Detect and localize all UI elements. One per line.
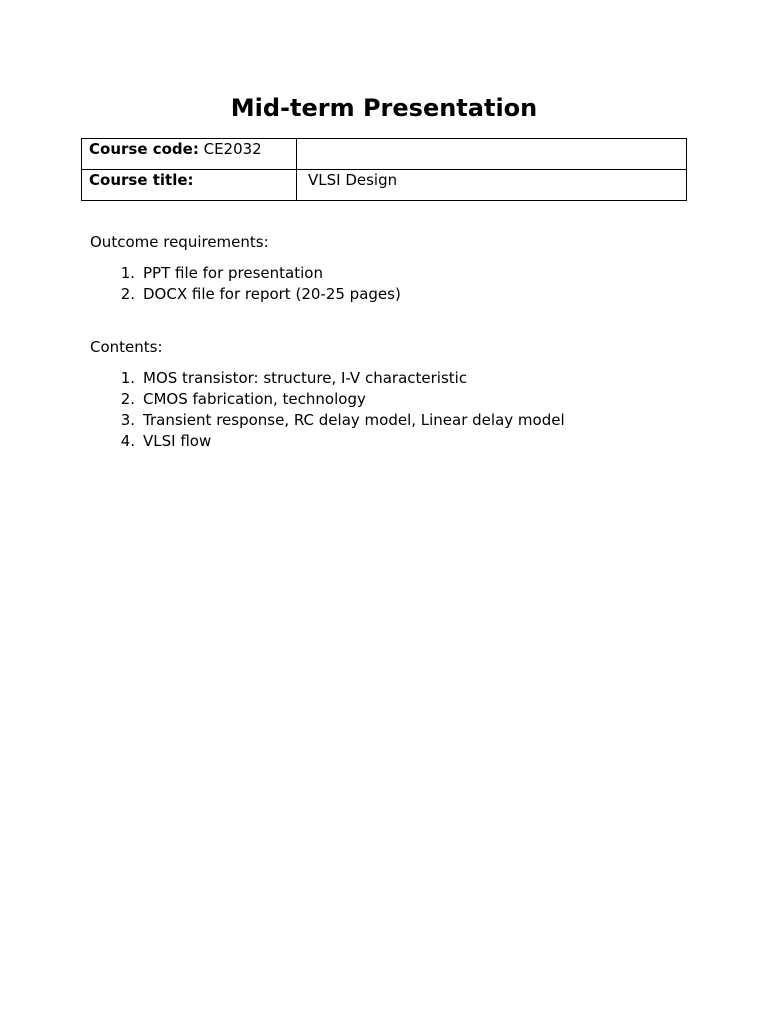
course-title-value: VLSI Design	[308, 171, 398, 189]
outcome-requirements-heading: Outcome requirements:	[90, 233, 269, 251]
list-item-text: VLSI flow	[143, 432, 212, 450]
list-item	[106, 389, 565, 410]
course-code-label: Course code:	[89, 140, 199, 158]
course-title-label-cell	[82, 170, 297, 201]
course-info-table	[81, 138, 687, 201]
course-code-extra-cell	[297, 139, 687, 170]
list-item-text: PPT file for presentation	[143, 264, 323, 282]
list-number: 1.	[120, 264, 135, 282]
contents-heading: Contents:	[90, 338, 163, 356]
course-code-cell	[82, 139, 297, 170]
list-number: 2.	[120, 390, 135, 408]
list-item-text: CMOS fabrication, technology	[143, 390, 366, 408]
list-item	[106, 263, 401, 284]
page-title: Mid-term Presentation	[230, 94, 538, 122]
list-number: 4.	[120, 432, 135, 450]
course-code-value: CE2032	[198, 140, 262, 158]
list-number: 2.	[120, 285, 135, 303]
outcome-requirements-list	[106, 263, 401, 305]
list-number: 1.	[120, 369, 135, 387]
list-item-text: DOCX file for report (20-25 pages)	[143, 285, 401, 303]
table-row	[82, 139, 687, 170]
table-row	[82, 170, 687, 201]
list-number: 3.	[120, 411, 135, 429]
list-item	[106, 410, 565, 431]
list-item	[106, 368, 565, 389]
contents-list	[106, 368, 565, 452]
list-item	[106, 284, 401, 305]
list-item	[106, 431, 565, 452]
course-title-value-cell	[297, 170, 687, 201]
list-item-text: MOS transistor: structure, I-V characteristic	[143, 369, 468, 387]
list-item-text: Transient response, RC delay model, Linear delay model	[143, 411, 565, 429]
course-title-label: Course title:	[89, 171, 194, 189]
